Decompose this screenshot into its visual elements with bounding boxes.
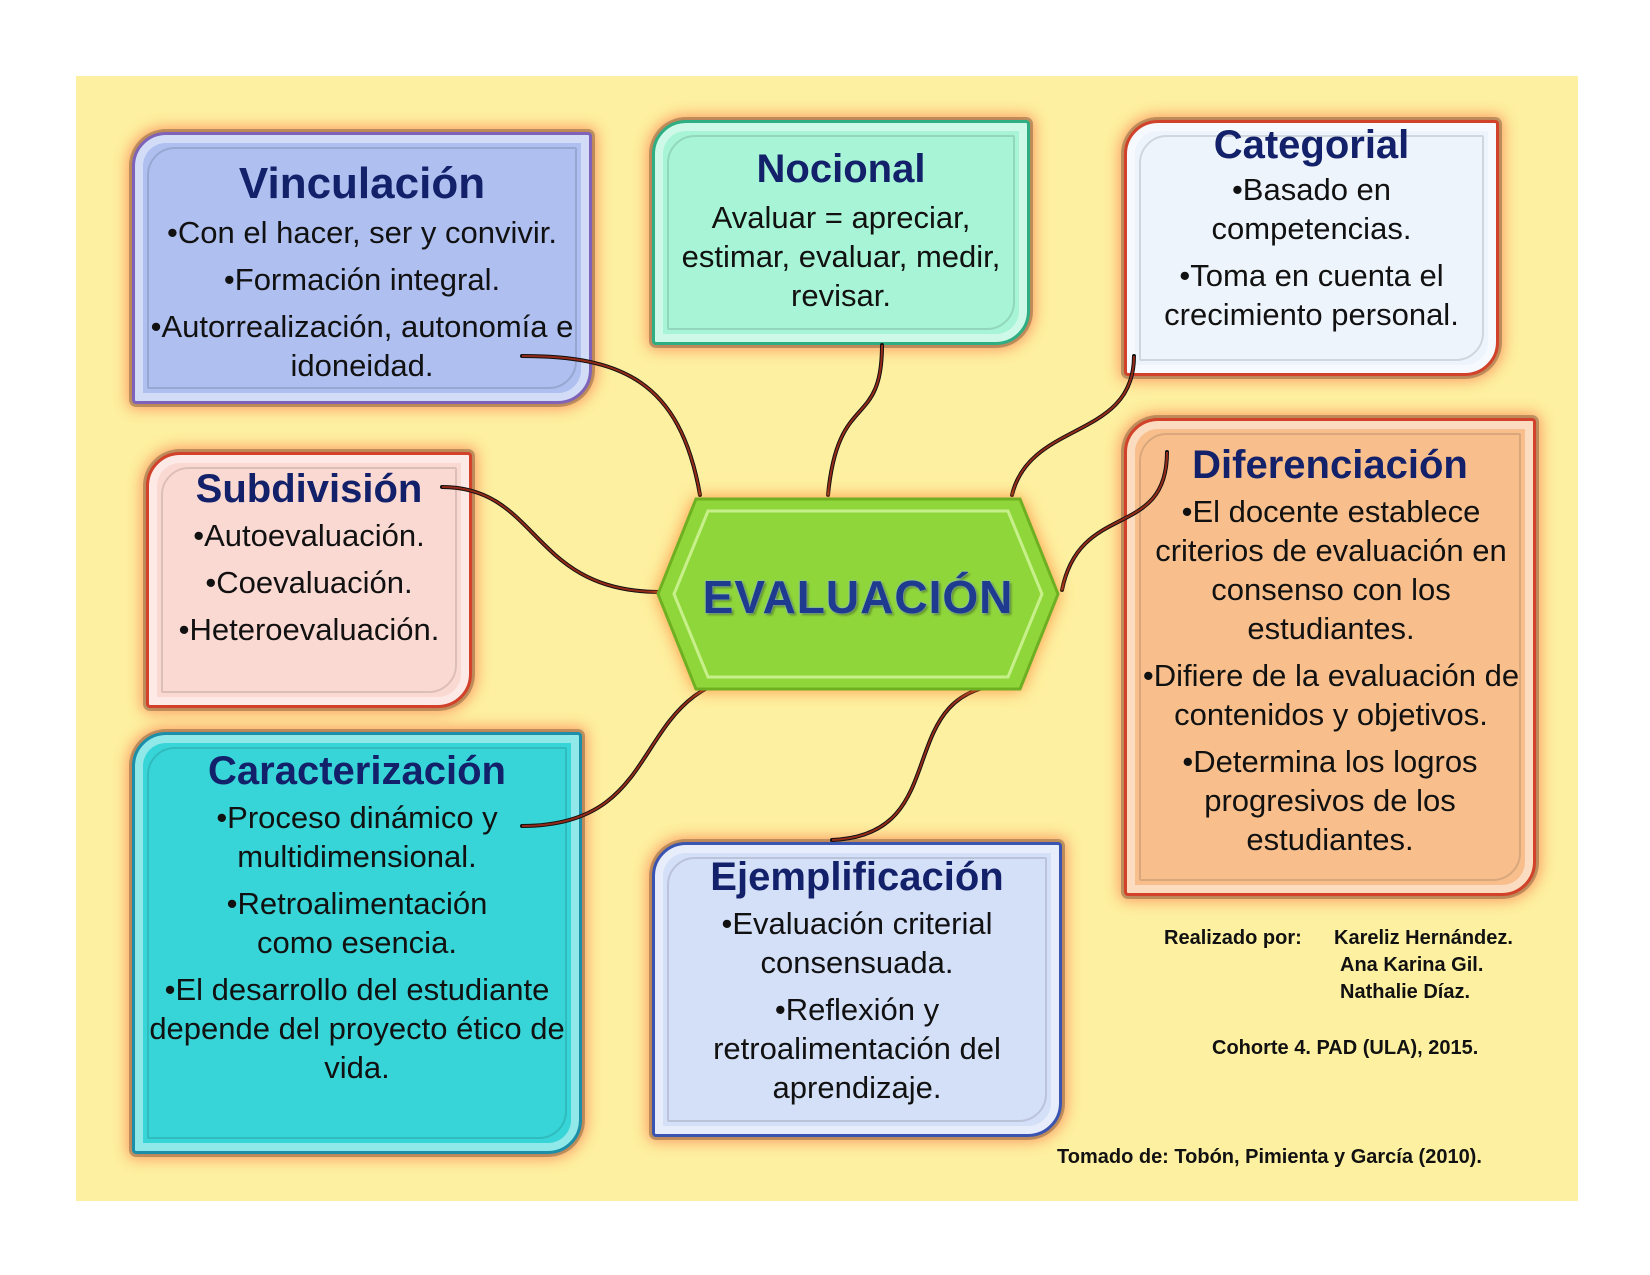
node-diferenciacion — [1124, 418, 1536, 896]
caracterizacion-title: Caracterización — [208, 749, 506, 793]
categorial-item: •Toma en cuenta el crecimiento personal. — [1164, 258, 1459, 332]
made-by-label: Realizado por: — [1164, 927, 1302, 949]
cohort-note: Cohorte 4. PAD (ULA), 2015. — [1212, 1037, 1479, 1059]
caracterizacion-item: •Proceso dinámico y multidimensional. — [216, 800, 498, 874]
diferenciacion-item: •El docente establece criterios de evaluación en consenso con los estudiantes. — [1155, 494, 1507, 646]
subdivision-item: •Coevaluación. — [205, 565, 413, 600]
caracterizacion-item: •Retroalimentación como esencia. — [226, 886, 488, 960]
categorial-item: •Basado en competencias. — [1211, 172, 1412, 246]
subdivision-item: •Autoevaluación. — [193, 518, 425, 553]
author-name: Kareliz Hernández. — [1334, 927, 1513, 949]
nocional-item: Avaluar = apreciar, estimar, evaluar, medir, revisar. — [681, 200, 1001, 313]
ejemplificacion-title: Ejemplificación — [710, 855, 1004, 899]
diferenciacion-item: •Determina los logros progresivos de los estudiantes. — [1182, 744, 1478, 857]
diferenciacion-title: Diferenciación — [1192, 443, 1468, 487]
subdivision-item: •Heteroevaluación. — [178, 612, 440, 647]
source-citation: Tomado de: Tobón, Pimienta y García (2010). — [1057, 1146, 1482, 1168]
vinculacion-item: •Con el hacer, ser y convivir. — [167, 215, 557, 250]
author-name: Ana Karina Gil. — [1340, 954, 1484, 976]
ejemplificacion-item: •Evaluación criterial consensuada. — [721, 906, 993, 980]
node-subdivision — [146, 452, 472, 708]
categorial-title: Categorial — [1213, 123, 1410, 167]
node-caracterizacion — [132, 732, 582, 1154]
ejemplificacion-item: •Reflexión y retroalimentación del aprendizaje. — [713, 992, 1001, 1105]
node-vinculacion — [132, 132, 592, 404]
node-ejemplificacion — [652, 842, 1062, 1137]
vinculacion-title: Vinculación — [238, 159, 486, 208]
diferenciacion-item: •Difiere de la evaluación de contenidos y objetivos. — [1142, 658, 1520, 732]
evaluacion-label: EVALUACIÓN — [702, 571, 1014, 623]
node-nocional — [652, 120, 1030, 345]
vinculacion-item: •Formación integral. — [223, 262, 501, 297]
nocional-title: Nocional — [756, 147, 926, 191]
node-categorial — [1124, 120, 1499, 376]
author-name: Nathalie Díaz. — [1340, 981, 1471, 1003]
vinculacion-item: •Autorrealización, autonomía e idoneidad. — [150, 309, 574, 383]
subdivision-title: Subdivisión — [195, 467, 423, 511]
caracterizacion-item: •El desarrollo del estudiante depende del proyecto ético de vida. — [149, 972, 565, 1085]
